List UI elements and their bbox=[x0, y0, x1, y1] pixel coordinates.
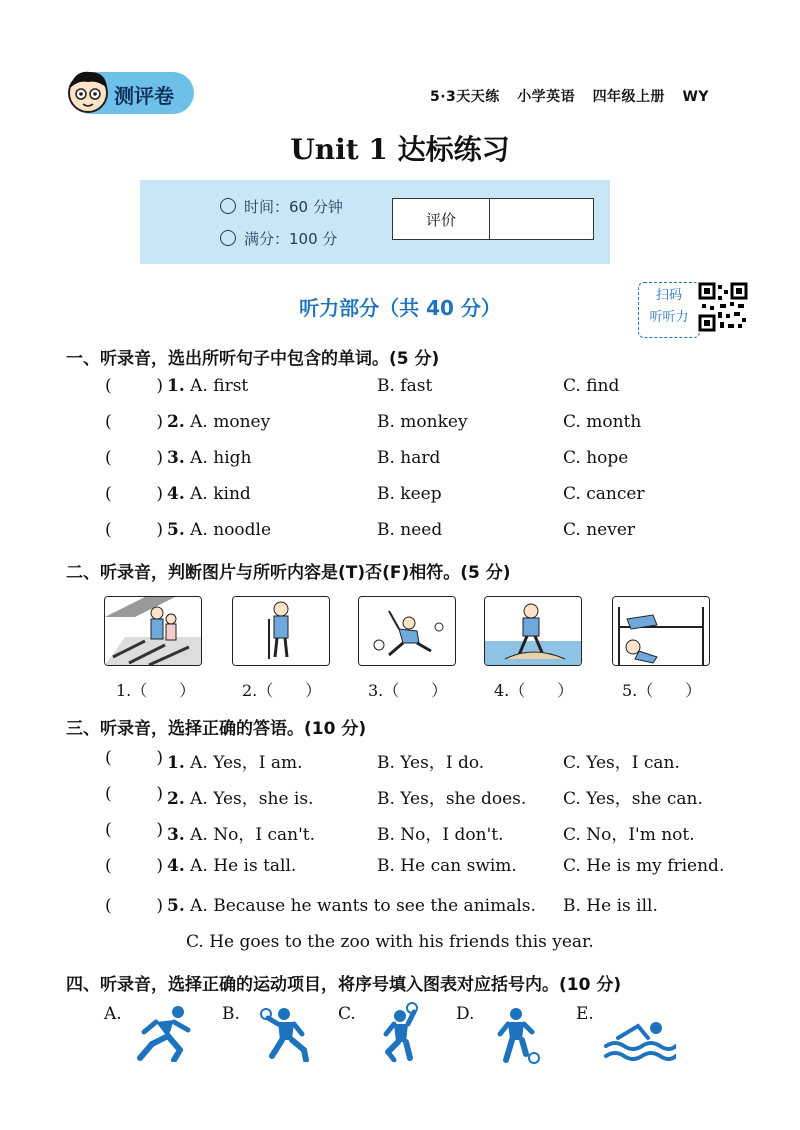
subject: 小学英语 bbox=[517, 89, 576, 105]
option-a-wrap bbox=[167, 856, 296, 876]
running-icon bbox=[134, 1004, 194, 1062]
evaluation-field[interactable] bbox=[490, 199, 593, 239]
option-a-wrap bbox=[167, 520, 271, 540]
question-number: 3. bbox=[167, 825, 185, 845]
option-a-wrap bbox=[167, 412, 270, 432]
option-c: C. month bbox=[563, 412, 642, 432]
series-info bbox=[430, 86, 721, 106]
picture-4-answer[interactable]: 4.（ ） bbox=[494, 681, 574, 700]
question-number: 5. bbox=[167, 520, 185, 540]
option-a: A. first bbox=[190, 376, 249, 396]
q1-item-2 bbox=[105, 412, 765, 442]
question-number: 4. bbox=[167, 856, 185, 876]
scan-line1: 扫码 bbox=[655, 288, 682, 303]
option-a-wrap bbox=[167, 748, 303, 773]
option-a: A. kind bbox=[190, 484, 251, 504]
q1-item-5 bbox=[105, 520, 765, 550]
option-a-wrap bbox=[167, 784, 313, 809]
option-a-wrap bbox=[167, 484, 251, 504]
scan-line2: 听听力 bbox=[649, 310, 689, 325]
clock-icon bbox=[220, 198, 236, 214]
answer-blank[interactable]: ( ) bbox=[105, 748, 163, 768]
option-c: C. find bbox=[563, 376, 620, 396]
sport-letter-c: C. bbox=[338, 1004, 356, 1024]
picture-2 bbox=[232, 596, 330, 666]
option-a: A. No，I can't. bbox=[190, 825, 315, 845]
option-a: A. high bbox=[190, 448, 252, 468]
option-b: B. hard bbox=[377, 448, 441, 468]
sport-letter-e: E. bbox=[576, 1004, 594, 1024]
edition: WY bbox=[682, 89, 710, 105]
option-c: C. Yes，I can. bbox=[563, 753, 680, 773]
option-a: A. Because he wants to see the animals. bbox=[190, 896, 536, 916]
option-a-wrap bbox=[167, 376, 248, 396]
answer-blank[interactable]: ( ) bbox=[105, 376, 163, 396]
sport-letter-a: A. bbox=[104, 1004, 122, 1024]
picture-1-answer[interactable]: 1.（ ） bbox=[116, 681, 196, 700]
answer-blank[interactable]: ( ) bbox=[105, 448, 163, 468]
option-b: B. He is ill. bbox=[563, 896, 658, 916]
q3-item-5-a bbox=[167, 896, 536, 916]
student-face-icon bbox=[64, 66, 112, 116]
q1-item-1 bbox=[105, 376, 765, 406]
sport-letter-d: D. bbox=[456, 1004, 475, 1024]
option-c: C. never bbox=[563, 520, 636, 540]
option-b: B. need bbox=[377, 520, 443, 540]
q1-heading: 一、听录音，选出所听句子中包含的单词。(5 分) bbox=[66, 349, 440, 369]
q3-item-1 bbox=[105, 748, 765, 778]
q1-item-3 bbox=[105, 448, 765, 478]
q3-item-5 bbox=[105, 896, 765, 926]
answer-blank[interactable]: ( ) bbox=[105, 520, 163, 540]
picture-5-answer[interactable]: 5.（ ） bbox=[622, 681, 702, 700]
picture-4 bbox=[484, 596, 582, 666]
picture-2-answer[interactable]: 2.（ ） bbox=[242, 681, 322, 700]
q3-item-5-number: 5. bbox=[167, 896, 185, 916]
sport-letter-b: B. bbox=[222, 1004, 240, 1024]
q3-item-3 bbox=[105, 820, 765, 850]
option-c: C. cancer bbox=[563, 484, 645, 504]
q3-item-2 bbox=[105, 784, 765, 814]
option-c: C. He is my friend. bbox=[563, 856, 725, 876]
evaluation-box bbox=[392, 198, 594, 240]
option-b: B. He can swim. bbox=[377, 856, 517, 876]
picture-5 bbox=[612, 596, 710, 666]
page-title: Unit 1 达标练习 bbox=[290, 133, 510, 166]
answer-blank[interactable]: ( ) bbox=[105, 820, 163, 840]
option-a: A. money bbox=[190, 412, 271, 432]
picture-3-answer[interactable]: 3.（ ） bbox=[368, 681, 448, 700]
grade: 四年级上册 bbox=[592, 89, 666, 105]
question-number: 2. bbox=[167, 789, 185, 809]
option-b: B. keep bbox=[377, 484, 442, 504]
score-text: 满分：100 分 bbox=[244, 230, 338, 248]
time-text: 时间：60 分钟 bbox=[244, 198, 343, 216]
option-b: B. fast bbox=[377, 376, 433, 396]
answer-blank[interactable]: ( ) bbox=[105, 784, 163, 804]
question-number: 2. bbox=[167, 412, 185, 432]
picture-1 bbox=[104, 596, 202, 666]
swimming-icon bbox=[604, 1018, 676, 1062]
option-b: B. No，I don't. bbox=[377, 825, 504, 845]
question-number: 3. bbox=[167, 448, 185, 468]
option-a: A. noodle bbox=[190, 520, 272, 540]
qr-code-icon[interactable] bbox=[698, 282, 748, 332]
option-a-wrap bbox=[167, 820, 315, 845]
option-c: C. No，I'm not. bbox=[563, 825, 695, 845]
option-c: C. He goes to the zoo with his friends this year. bbox=[186, 932, 594, 952]
option-a: A. He is tall. bbox=[190, 856, 297, 876]
badge-label: 测评卷 bbox=[114, 84, 174, 108]
option-b: B. Yes，I do. bbox=[377, 753, 485, 773]
q3-item-4 bbox=[105, 856, 765, 886]
question-number: 4. bbox=[167, 484, 185, 504]
football-icon bbox=[494, 1006, 544, 1064]
answer-blank[interactable]: ( ) bbox=[105, 856, 163, 876]
score-info bbox=[220, 228, 337, 249]
answer-blank[interactable]: ( ) bbox=[105, 484, 163, 504]
time-info bbox=[220, 196, 343, 217]
scan-hint bbox=[638, 282, 700, 338]
series-name: 5·3天天练 bbox=[430, 89, 500, 105]
option-b: B. monkey bbox=[377, 412, 468, 432]
q2-heading: 二、听录音，判断图片与所听内容是(T)否(F)相符。(5 分) bbox=[66, 563, 511, 583]
volleyball-icon bbox=[256, 1004, 316, 1062]
answer-blank[interactable]: ( ) bbox=[105, 412, 163, 432]
basketball-icon bbox=[376, 1002, 426, 1062]
evaluation-label: 评价 bbox=[393, 199, 490, 239]
option-a: A. Yes，I am. bbox=[190, 753, 303, 773]
question-number: 1. bbox=[167, 753, 185, 773]
q4-heading: 四、听录音，选择正确的运动项目，将序号填入图表对应括号内。(10 分) bbox=[66, 975, 622, 995]
listening-heading: 听力部分（共 40 分） bbox=[299, 296, 501, 320]
option-c: C. Yes，she can. bbox=[563, 789, 703, 809]
option-c: C. hope bbox=[563, 448, 629, 468]
q1-item-4 bbox=[105, 484, 765, 514]
option-a-wrap bbox=[167, 448, 251, 468]
q3-heading: 三、听录音，选择正确的答语。(10 分) bbox=[66, 719, 367, 739]
picture-3 bbox=[358, 596, 456, 666]
check-icon bbox=[220, 230, 236, 246]
question-number: 1. bbox=[167, 376, 185, 396]
option-b: B. Yes，she does. bbox=[377, 789, 527, 809]
answer-blank[interactable]: ( ) bbox=[105, 896, 163, 916]
option-a: A. Yes，she is. bbox=[190, 789, 314, 809]
